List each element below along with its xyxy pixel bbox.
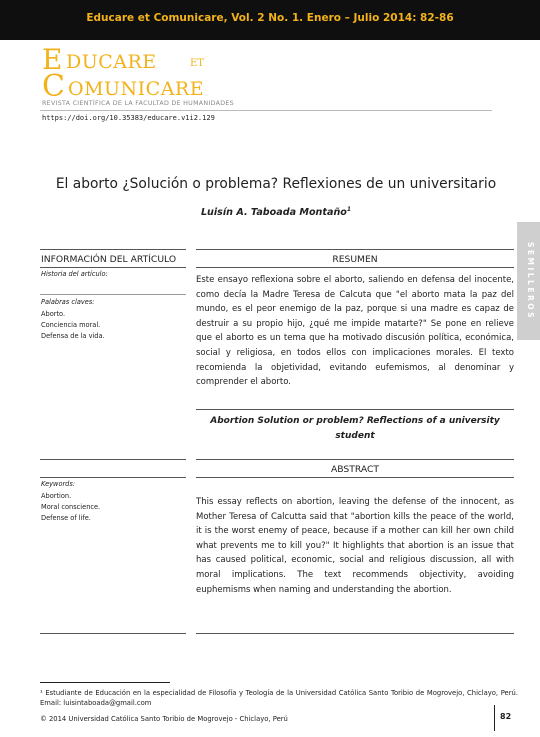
rule-resumen-under xyxy=(196,267,514,268)
keyword-es-2: Conciencia moral. xyxy=(41,321,101,329)
logo-initial-e: E xyxy=(42,43,63,76)
page-number-divider xyxy=(494,705,495,731)
footnote: ¹ Estudiante de Educación en la especialidad de Filosofía y Teología de la Universidad Católica Santo Toribio de Mogrovejo, Chiclayo, Perú. Email: luisintaboada@gmail.com xyxy=(40,689,518,707)
keyword-en-1: Abortion. xyxy=(41,492,72,500)
keywords-list-es xyxy=(41,309,105,342)
author-footnote-mark: 1 xyxy=(346,206,352,213)
author-name: Luisín A. Taboada Montaño xyxy=(200,207,347,219)
keyword-es-3: Defensa de la vida. xyxy=(41,332,105,340)
rule-abstract-left-under xyxy=(40,477,186,478)
rule-resumen-top xyxy=(196,249,514,250)
footnote-divider xyxy=(40,682,170,683)
rule-abstract-left-top xyxy=(40,459,186,460)
keywords-list-en xyxy=(41,491,100,524)
rule-info-under xyxy=(40,267,186,268)
section-side-tab-label: SEMILLEROS xyxy=(526,241,535,320)
keyword-en-2: Moral conscience. xyxy=(41,503,101,511)
copyright-line: © 2014 Universidad Católica Santo Toribio de Mogrovejo - Chiclayo, Perú xyxy=(40,715,288,723)
rule-en-title-top xyxy=(196,409,514,410)
doi-link[interactable]: https://doi.org/10.35383/educare.v1i2.129 xyxy=(42,114,215,122)
logo-divider xyxy=(40,110,492,111)
abstract-heading: ABSTRACT xyxy=(330,464,380,475)
article-author xyxy=(40,206,512,218)
article-info-heading: INFORMACIÓN DEL ARTÍCULO xyxy=(41,254,177,265)
logo-word-educare: DUCARE xyxy=(66,51,157,73)
article-title: El aborto ¿Solución o problema? Reflexiones de un universitario xyxy=(55,176,497,192)
logo-word-comunicare: OMUNICARE xyxy=(68,78,205,100)
rule-abstract-under xyxy=(196,477,514,478)
history-label: Historia del artículo: xyxy=(41,270,108,278)
journal-citation: Educare et Comunicare, Vol. 2 No. 1. Enero – Julio 2014: 82-86 xyxy=(86,12,454,24)
logo-subtitle: REVISTA CIENTÍFICA DE LA FACULTAD DE HUMANIDADES xyxy=(42,100,234,107)
resumen-heading: RESUMEN xyxy=(332,254,378,265)
rule-info-top xyxy=(40,249,186,250)
keywords-label-en: Keywords: xyxy=(41,480,76,488)
logo-initial-c: C xyxy=(42,69,65,104)
page-number: 82 xyxy=(500,712,512,721)
rule-history-bottom xyxy=(40,294,186,295)
rule-abstract-top xyxy=(196,459,514,460)
logo-word-et: ET xyxy=(190,58,204,69)
keyword-en-3: Defense of life. xyxy=(41,514,91,522)
rule-bottom-right xyxy=(196,633,514,634)
rule-bottom-left xyxy=(40,633,186,634)
keywords-label-es: Palabras claves: xyxy=(41,298,95,306)
english-title: Abortion Solution or problem? Reflections of a university student xyxy=(210,416,500,441)
abstract-text: This essay reflects on abortion, leaving the defense of the innocent, as Mother Teresa of Calcutta said that "abortion kills the peace of the world, it is the worst enemy of peace, because if a mother can kill her own child what prevents me to kill you?" It highlights that abortion is an issue that has caused political, economic, social and religious discussion, all with moral implications. The text recommends objectivity, avoiding euphemisms when naming and understanding the abortion. xyxy=(196,497,514,595)
resumen-text: Este ensayo reflexiona sobre el aborto, saliendo en defensa del inocente, como decía la Madre Teresa de Calcuta que "el aborto mata la paz del mundo, es el peor enemigo de la paz, porque si una madre es capaz de destruir a su propio hijo, ¿qué me impide matarte?" Se pone en relieve que el aborto es un tema que ha motivado discusión política, económica, social y religiosa, en todos ellos con implicaciones morales. El texto recomienda la objetividad, evitando eufemismos, al denominar y comprender el aborto. xyxy=(196,275,514,388)
keyword-es-1: Aborto. xyxy=(41,310,66,318)
